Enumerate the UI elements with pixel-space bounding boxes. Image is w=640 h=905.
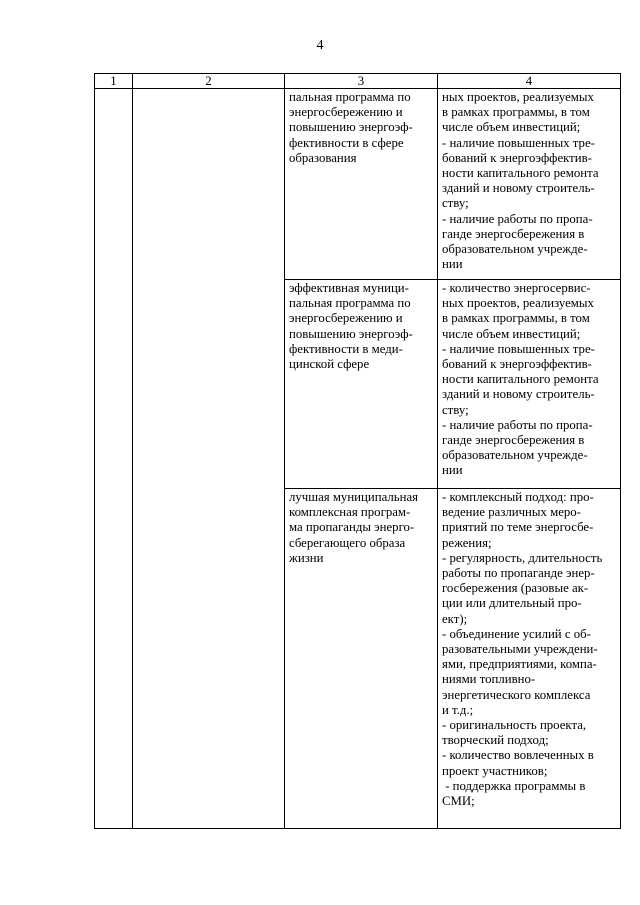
text-line: ных проектов, реализуемых xyxy=(442,296,594,311)
text-line: ству; xyxy=(442,402,469,417)
cell-nomination xyxy=(285,489,438,829)
text-line: ству; xyxy=(442,196,469,211)
text-line: образования xyxy=(289,150,357,165)
text-line: лучшая муниципальная xyxy=(289,490,419,504)
text-line: - объединение усилий с об- xyxy=(442,626,591,641)
text-line: образовательном учрежде- xyxy=(442,242,588,257)
text-line: разовательными учреждени- xyxy=(442,642,598,657)
text-line: приятий по теме энергосбе- xyxy=(442,520,594,535)
text-line: СМИ; xyxy=(442,794,475,809)
cell-nomination xyxy=(285,89,438,280)
text-line: работы по пропаганде энер- xyxy=(442,566,595,581)
text-line: ных проектов, реализуемых xyxy=(442,90,594,104)
text-line: образовательном учрежде- xyxy=(442,448,588,463)
cell-criteria xyxy=(438,280,621,489)
text-line: режения; xyxy=(442,535,492,550)
cell-col-1 xyxy=(95,89,133,829)
text-line: - поддержка программы в xyxy=(442,778,586,793)
text-line: бований к энергоэффектив- xyxy=(442,150,592,165)
cell-nomination xyxy=(285,280,438,489)
text-line: повышению энергоэф- xyxy=(289,120,413,135)
text-line: ниями топливно- xyxy=(442,672,536,687)
text-line: повышению энергоэф- xyxy=(289,326,413,341)
text-line: творческий подход; xyxy=(442,733,549,748)
text-line: ности капитального ремонта xyxy=(442,166,599,181)
text-line: бований к энергоэффектив- xyxy=(442,357,592,372)
table-row xyxy=(95,89,621,280)
text-line: ма пропаганды энерго- xyxy=(289,520,415,535)
text-line: проект участников; xyxy=(442,763,548,778)
text-line: жизни xyxy=(289,550,324,565)
text-line: энергосбережению и xyxy=(289,311,403,326)
text-line: энергосбережению и xyxy=(289,105,403,120)
text-line: нии xyxy=(442,257,463,272)
text-line: числе объем инвестиций; xyxy=(442,120,581,135)
text-line: числе объем инвестиций; xyxy=(442,326,581,341)
text-line: в рамках программы, в том xyxy=(442,105,590,120)
criteria-table xyxy=(94,73,621,829)
text-line: нии xyxy=(442,463,463,478)
table-header-row xyxy=(95,74,621,89)
text-line: комплексная програм- xyxy=(289,505,411,520)
header-col-2: 2 xyxy=(133,74,285,89)
text-line: и т.д.; xyxy=(442,702,474,717)
text-line: ект); xyxy=(442,611,468,626)
text-line: - наличие работы по пропа- xyxy=(442,417,593,432)
text-line: - наличие работы по пропа- xyxy=(442,211,593,226)
cell-criteria xyxy=(438,489,621,829)
text-line: в рамках программы, в том xyxy=(442,311,590,326)
cell-col-2 xyxy=(133,89,285,829)
text-line: - количество вовлеченных в xyxy=(442,748,594,763)
text-line: ции или длительный про- xyxy=(442,596,582,611)
text-line: зданий и новому строитель- xyxy=(442,181,595,196)
page-number: 4 xyxy=(316,38,324,53)
text-line: сберегающего образа xyxy=(289,535,406,550)
text-line: - количество энергосервис- xyxy=(442,281,591,295)
text-line: ями, предприятиями, компа- xyxy=(442,657,597,672)
cell-criteria xyxy=(438,89,621,280)
text-line: ганде энергосбережения в xyxy=(442,433,585,448)
text-line: пальная программа по xyxy=(289,90,411,104)
text-line: - наличие повышенных тре- xyxy=(442,341,595,356)
text-line: фективности в меди- xyxy=(289,341,403,356)
text-line: энергетического комплекса xyxy=(442,687,591,702)
text-line: - наличие повышенных тре- xyxy=(442,135,595,150)
text-line: госбережения (разовые ак- xyxy=(442,581,589,596)
header-col-1: 1 xyxy=(95,74,133,89)
text-line: ганде энергосбережения в xyxy=(442,226,585,241)
header-col-3: 3 xyxy=(285,74,438,89)
text-line: - оригинальность проекта, xyxy=(442,718,587,733)
text-line: зданий и новому строитель- xyxy=(442,387,595,402)
text-line: - комплексный подход: про- xyxy=(442,490,594,504)
text-line: ности капитального ремонта xyxy=(442,372,599,387)
text-line: - регулярность, длительность xyxy=(442,550,603,565)
text-line: эффективная муници- xyxy=(289,281,409,295)
text-line: ведение различных меро- xyxy=(442,505,581,520)
text-line: пальная программа по xyxy=(289,296,411,311)
text-line: цинской сфере xyxy=(289,357,370,372)
header-col-4: 4 xyxy=(438,74,621,89)
text-line: фективности в сфере xyxy=(289,135,404,150)
